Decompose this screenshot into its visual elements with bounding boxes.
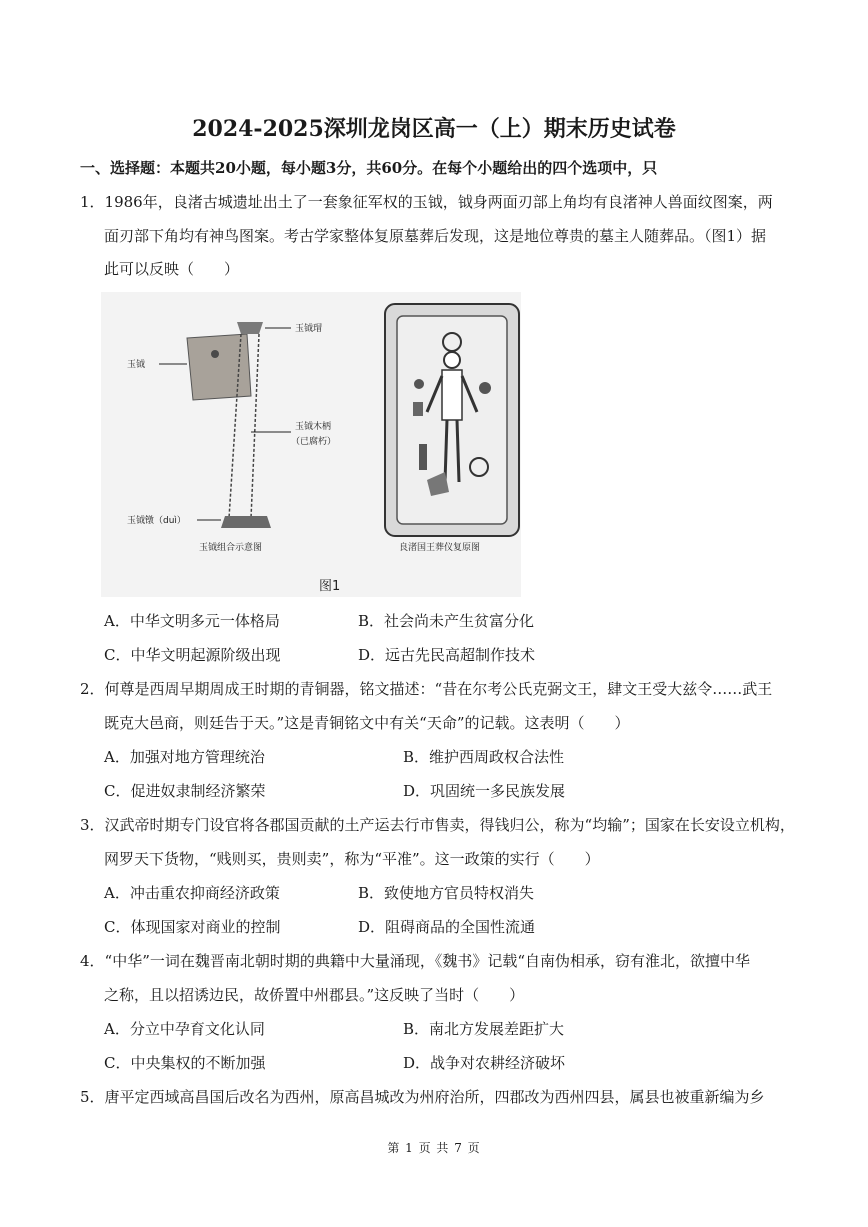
- skull-shape: [444, 352, 460, 368]
- question-1-option-d[interactable]: D．远古先民高超制作技术: [358, 646, 536, 664]
- question-3-option-c[interactable]: C．体现国家对商业的控制: [104, 918, 281, 936]
- question-5-line-1: 5．唐平定西域高昌国后改名为西州，原高昌城改为州府治所，四郡改为西州四县，属县也被重新编为乡: [80, 1088, 765, 1106]
- handle-label: 玉钺木柄: [295, 422, 332, 432]
- page-title: 2024-2025深圳龙岗区高一（上）期末历史试卷: [192, 116, 676, 142]
- jade-yue-in-tomb: [419, 444, 427, 470]
- jade-mao-shape: [237, 322, 263, 334]
- jade-ornament-1: [414, 379, 424, 389]
- question-2-option-d[interactable]: D．巩固统一多民族发展: [403, 782, 566, 800]
- question-4-option-d[interactable]: D．战争对农耕经济破坏: [403, 1054, 566, 1072]
- dui-label: 玉钺镦（duì）: [127, 516, 186, 526]
- question-4-line-1: 4．“中华”一词在魏晋南北朝时期的典籍中大量涌现，《魏书》记载“自南伪相承，窃有淮北，欲擅中华: [80, 952, 751, 970]
- question-2-option-c[interactable]: C．促进奴隶制经济繁荣: [104, 782, 266, 800]
- question-3-line-2: 网罗天下货物，“贱则买，贵则卖”，称为“平准”。这一政策的实行（ ）: [104, 850, 600, 868]
- question-2-line-2: 既克大邑商，则廷告于天。”这是青铜铭文中有关“天命”的记载。这表明（ ）: [104, 714, 630, 732]
- yue-label: 玉钺: [127, 360, 146, 370]
- jade-ornament-2: [479, 382, 491, 394]
- question-2-option-b[interactable]: B．维护西周政权合法性: [403, 748, 565, 766]
- question-4-option-c[interactable]: C．中央集权的不断加强: [104, 1054, 266, 1072]
- handle-note: （已腐朽）: [291, 437, 337, 447]
- question-2-option-a[interactable]: A．加强对地方管理统治: [104, 748, 265, 766]
- question-1-option-c[interactable]: C．中华文明起源阶级出现: [104, 646, 281, 664]
- left-leg: [445, 420, 447, 482]
- question-1-option-a[interactable]: A．中华文明多元一体格局: [104, 612, 280, 630]
- page-footer: 第 1 页 共 7 页: [387, 1141, 481, 1155]
- question-3-option-d[interactable]: D．阻碍商品的全国性流通: [358, 918, 536, 936]
- question-1-line-3: 此可以反映（ ）: [104, 260, 240, 278]
- torso-shape: [442, 370, 462, 420]
- mao-label: 玉钺瑁: [295, 324, 323, 334]
- jade-cong: [413, 402, 423, 416]
- question-1-line-1: 1．1986年，良渚古城遗址出土了一套象征军权的玉钺，钺身两面刃部上角均有良渚神人兽面纹图案，两: [80, 193, 773, 211]
- burial-caption: 良渚国王葬仪复原图: [399, 543, 481, 553]
- question-3-option-b[interactable]: B．致使地方官员特权消失: [358, 884, 535, 902]
- figure-number: 图1: [319, 579, 341, 594]
- question-1-option-b[interactable]: B．社会尚未产生贫富分化: [358, 612, 535, 630]
- question-4-line-2: 之称，且以招诱边民，故侨置中州郡县。”这反映了当时（ ）: [104, 986, 525, 1004]
- question-3-line-1: 3．汉武帝时期专门设官将各郡国贡献的土产运去行市售卖，得钱归公，称为“均输”；国家在长安设立机构，: [80, 816, 795, 834]
- right-leg: [457, 420, 459, 482]
- burial-reconstruction-diagram: [385, 304, 519, 553]
- question-4-option-b[interactable]: B．南北方发展差距扩大: [403, 1020, 565, 1038]
- question-1-line-2: 面刃部下角均有神鸟图案。考古学家整体复原墓葬后发现，这是地位尊贵的墓主人随葬品。（图1）据: [104, 227, 767, 245]
- jade-yue-shape: [187, 334, 251, 400]
- figure-1: [101, 292, 521, 597]
- jade-yue-hole: [211, 350, 219, 358]
- jade-dui-shape: [221, 516, 271, 528]
- question-3-option-a[interactable]: A．冲击重农抑商经济政策: [104, 884, 280, 902]
- question-2-line-1: 2．何尊是西周早期周成王时期的青铜器，铭文描述：“昔在尔考公氏克弼文王，肆文王受大兹令……武王: [80, 680, 773, 698]
- section-header: 一、选择题：本题共20小题，每小题3分，共60分。在每个小题给出的四个选项中，只: [80, 159, 658, 177]
- question-4-option-a[interactable]: A．分立中孕育文化认同: [104, 1020, 265, 1038]
- yue-diagram-caption: 玉钺组合示意图: [199, 543, 263, 553]
